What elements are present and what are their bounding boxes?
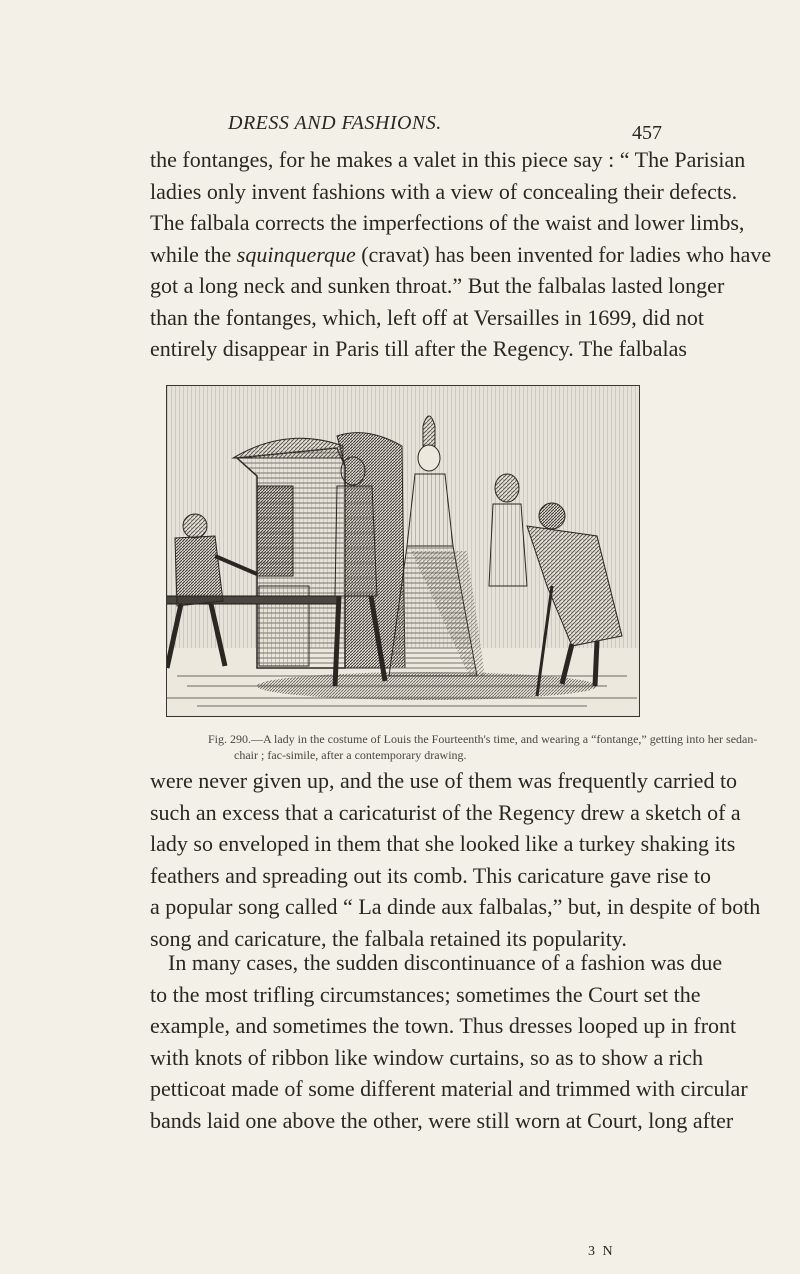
text-line: such an excess that a caricaturist of the Regency drew a sketch of a (150, 799, 741, 825)
text-line: a popular song called “ La dinde aux falbalas,” but, in despite of both (150, 894, 761, 919)
running-title: DRESS AND FASHIONS. (228, 112, 442, 134)
text-line: lady so enveloped in them that she looked like a turkey shaking its (150, 831, 736, 856)
text-line: with knots of ribbon like window curtains, so as to show a rich (150, 1044, 703, 1070)
figure-caption (208, 731, 758, 763)
paragraph-3 (150, 947, 748, 1136)
paragraph-1 (150, 144, 772, 365)
engraving-figure (166, 385, 640, 717)
text-line: the fontanges, for he makes a valet in this piece say : “ The Parisian (150, 147, 746, 172)
text-line: petticoat made of some different material and trimmed with circular (150, 1076, 748, 1101)
text-run: (cravat) has been invented for ladies who have (355, 241, 772, 267)
text-line: than the fontanges, which, left off at Versailles in 1699, did not (150, 304, 704, 330)
text-line: feathers and spreading out its comb. This caricature gave rise to (150, 862, 712, 888)
text-line: The falbala corrects the imperfections of the waist and lower limbs, (150, 210, 745, 235)
text-line: example, and sometimes the town. Thus dresses looped up in front (150, 1013, 737, 1038)
text-line: got a long neck and sunken throat.” But the falbalas lasted longer (150, 273, 725, 298)
running-head (0, 112, 800, 142)
sedan-chair-engraving (167, 386, 638, 715)
text-line: song and caricature, the falbala retained its popularity. (150, 925, 627, 951)
text-line: bands laid one above the other, were still worn at Court, long after (150, 1107, 734, 1133)
caption-line: chair ; fac-simile, after a contemporary drawing. (234, 748, 467, 762)
paragraph-2 (150, 765, 761, 954)
text-line: In many cases, the sudden discontinuance of a fashion was due (168, 950, 723, 975)
italic-term: squinquerque (236, 241, 356, 267)
page-number: 457 (632, 122, 662, 144)
signature-mark: 3 N (588, 1244, 615, 1259)
text-run: while the (150, 241, 237, 267)
text-line: entirely disappear in Paris till after the Regency. The falbalas (150, 336, 687, 361)
text-line: ladies only invent fashions with a view of concealing their defects. (150, 178, 738, 204)
text-line-with-italic (150, 239, 772, 271)
text-line: were never given up, and the use of them was frequently carried to (150, 768, 738, 793)
caption-line: Fig. 290.—A lady in the costume of Louis the Fourteenth's time, and wearing a “fontange,” getting into her sedan- (208, 732, 758, 746)
text-line: to the most trifling circumstances; sometimes the Court set the (150, 981, 701, 1007)
